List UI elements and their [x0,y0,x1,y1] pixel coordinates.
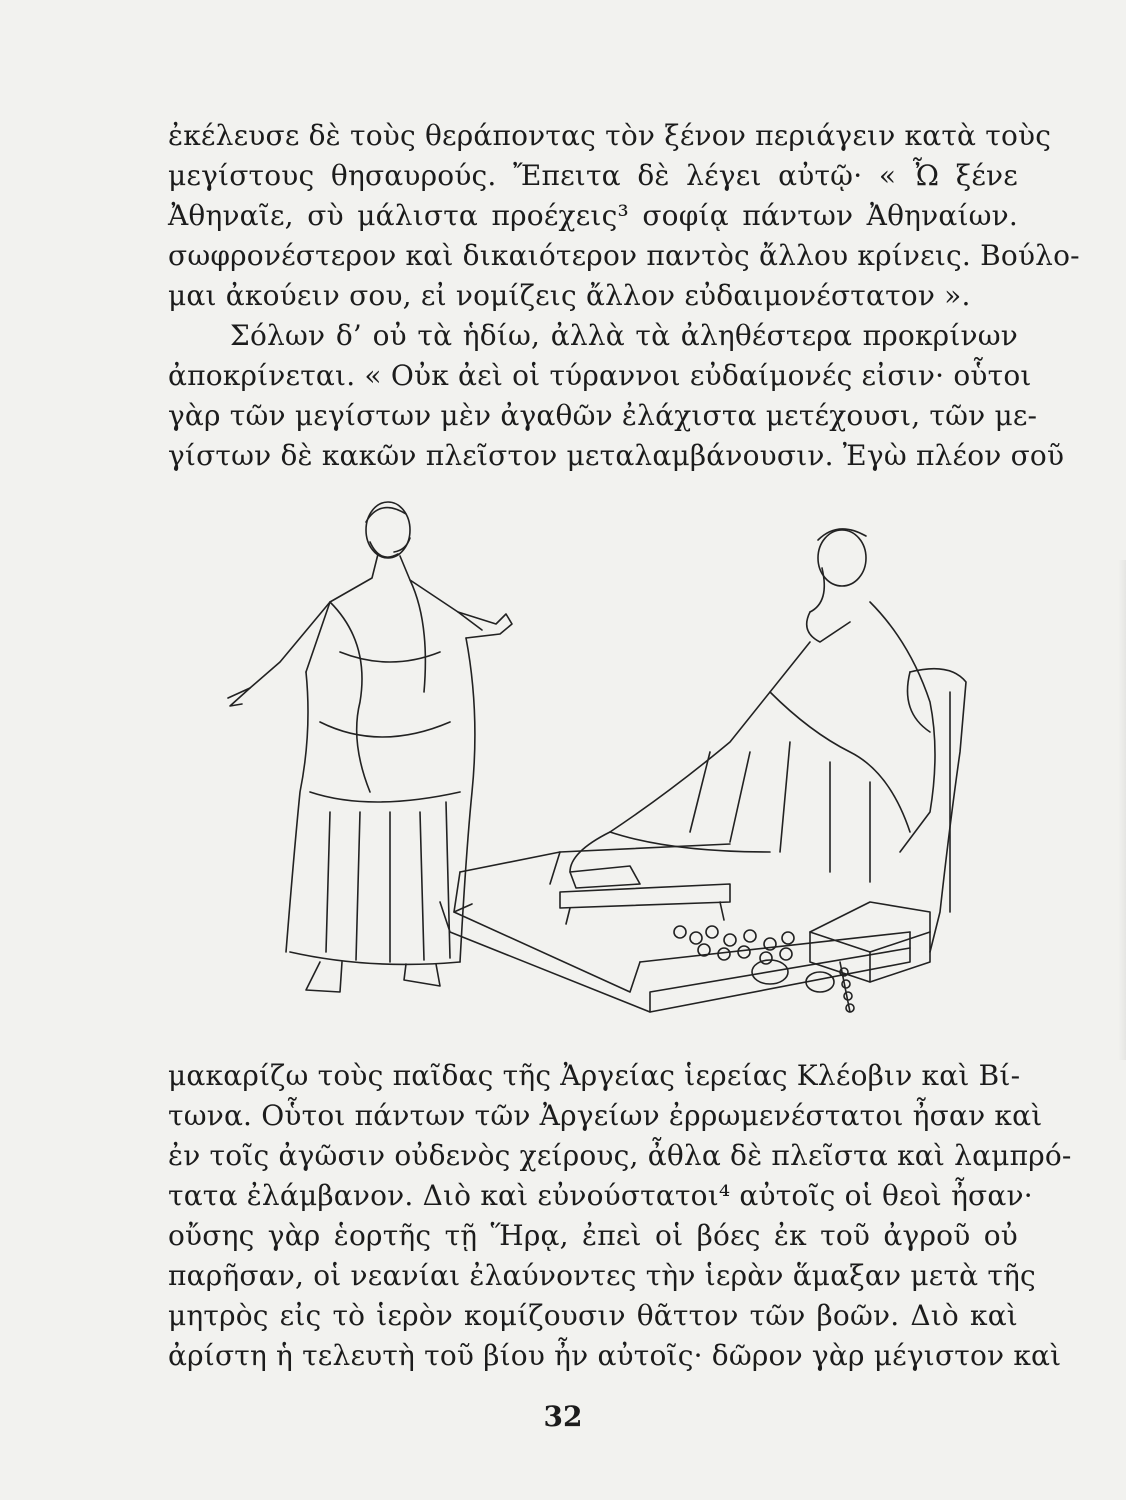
text-line: μητρὸς εἰς τὸ ἱερὸν κομίζουσιν θᾶττον τῶν βοῶν. Διὸ καὶ [168,1299,1018,1332]
text-line: ἀρίστη ἡ τελευτὴ τοῦ βίου ἦν αὐτοῖς· δῶρον γὰρ μέγιστον καὶ [168,1339,1062,1372]
text-line: γίστων δὲ κακῶν πλεῖστον μεταλαμβάνουσιν. Ἐγὼ πλέον σοῦ [168,439,1065,472]
text-line: μεγίστους θησαυρούς. Ἔπειτα δὲ λέγει αὐτῷ· « Ὦ ξένε [168,159,1018,192]
page-number: 32 [543,1400,583,1433]
text-line: σωφρονέστερον καὶ δικαιότερον παντὸς ἄλλου κρίνεις. Βούλο- [168,239,1080,272]
text-line: ἐκέλευσε δὲ τοὺς θεράποντας τὸν ξένον περιάγειν κατὰ τοὺς [168,119,1052,152]
text-line: ἐν τοῖς ἀγῶσιν οὐδενὸς χείρους, ἆθλα δὲ πλεῖστα καὶ λαμπρό- [168,1139,1072,1172]
page-edge-shadow [1118,560,1126,1060]
text-line: οὔσης γὰρ ἑορτῆς τῇ Ἥρᾳ, ἐπεὶ οἱ βόες ἐκ τοῦ ἀγροῦ οὐ [168,1219,1018,1252]
text-block-top [168,116,1080,476]
text-line: τατα ἐλάμβανον. Διὸ καὶ εὐνούστατοι⁴ αὐτοῖς οἱ θεοὶ ἦσαν· [168,1179,1033,1212]
text-line: τωνα. Οὗτοι πάντων τῶν Ἀργείων ἐρρωμενέστατοι ἦσαν καὶ [168,1099,1043,1132]
text-line: γὰρ τῶν μεγίστων μὲν ἀγαθῶν ἐλάχιστα μετέχουσι, τῶν με- [168,399,1038,432]
seated-figure [560,529,966,1012]
text-line: Σόλων δ’ οὐ τὰ ἡδίω, ἀλλὰ τὰ ἀληθέστερα προκρίνων [230,319,1018,352]
text-line: Ἀθηναῖε, σὺ μάλιστα προέχεις³ σοφίᾳ πάντων Ἀθηναίων. [168,199,1018,232]
text-block-bottom [168,1056,1072,1376]
text-line: μαι ἀκούειν σου, εἰ νομίζεις ἄλλον εὐδαιμονέστατον ». [168,279,971,312]
text-line: παρῆσαν, οἱ νεανίαι ἐλαύνοντες τὴν ἱερὰν ἅμαξαν μετὰ τῆς [168,1259,1036,1292]
text-line: μακαρίζω τοὺς παῖδας τῆς Ἀργείας ἱερείας Κλέοβιν καὶ Βί- [168,1059,1021,1092]
illustration-solon-and-croesus [210,492,990,1032]
text-line: ἀποκρίνεται. « Οὐκ ἀεὶ οἱ τύραννοι εὐδαίμονές εἰσιν· οὗτοι [168,359,1032,392]
